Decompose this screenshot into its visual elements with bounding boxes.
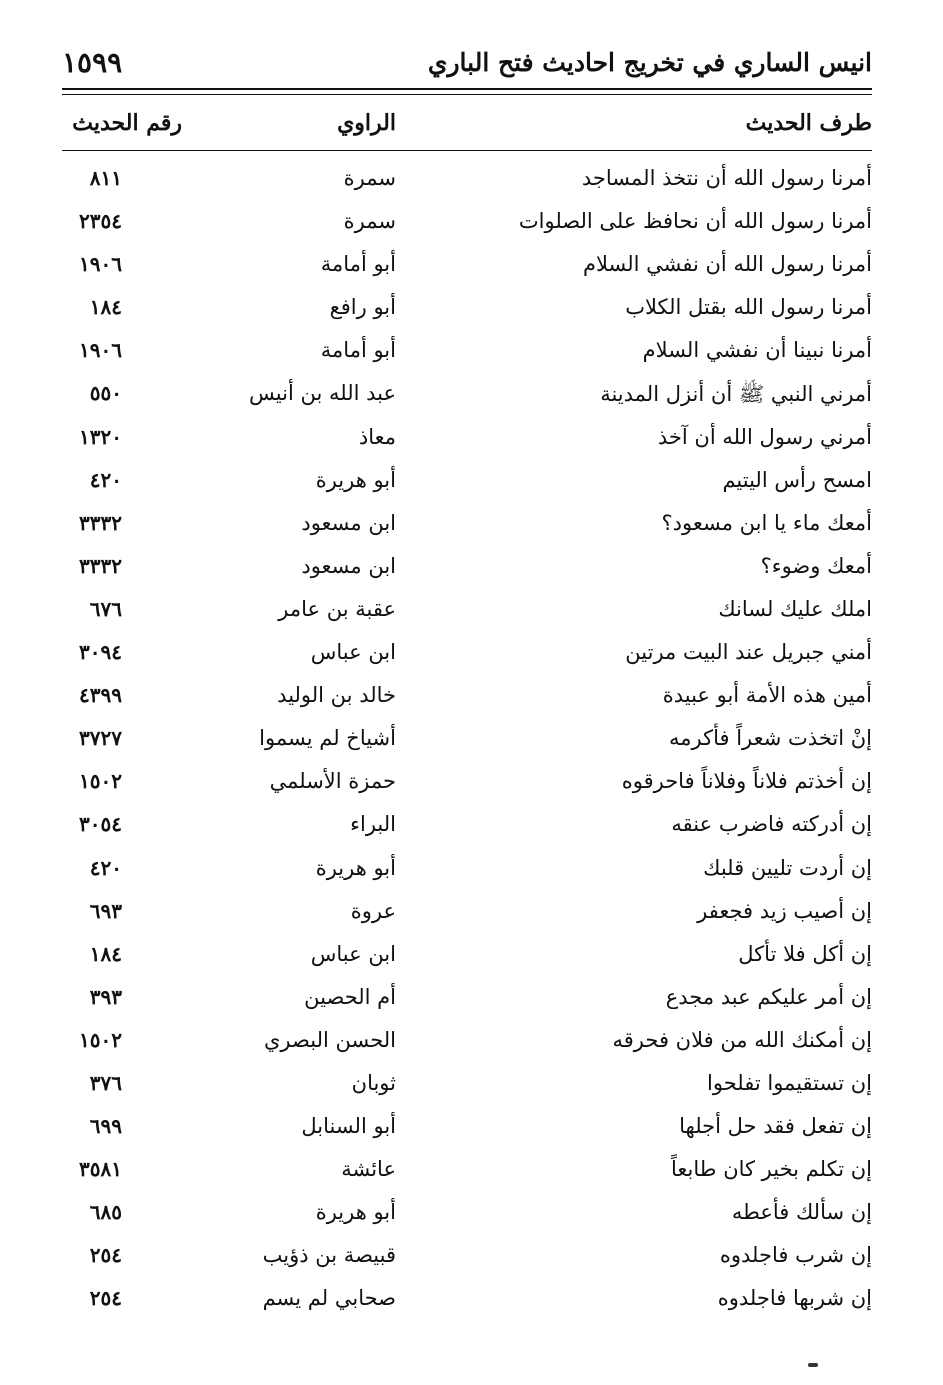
narrator: سمرة — [343, 166, 396, 190]
hadith-start: أمعك ماء يا ابن مسعود؟ — [661, 510, 872, 535]
table-row — [62, 720, 872, 763]
narrator: أبو هريرة — [315, 855, 396, 880]
narrator: البراء — [350, 812, 396, 837]
hadith-number: ١٨٤ — [89, 941, 122, 966]
narrator: صحابي لم يسم — [262, 1286, 396, 1311]
hadith-number: ٤٣٩٩ — [79, 683, 122, 708]
hadith-index-table — [62, 160, 872, 1324]
table-row — [62, 677, 872, 720]
header-rule-top — [62, 88, 872, 90]
hadith-number: ٦٩٣ — [89, 898, 122, 923]
hadith-start: إنْ اتخذت شعراً فأكرمه — [669, 726, 872, 751]
narrator: الحسن البصري — [264, 1027, 396, 1052]
hadith-start: إن أخذتم فلاناً وفلاناً فاحرقوه — [621, 769, 872, 794]
narrator: سمرة — [343, 209, 396, 234]
narrator: عقبة بن عامر — [278, 596, 396, 621]
table-row — [62, 979, 872, 1022]
table-row — [62, 462, 872, 505]
hadith-number: ١٥٠٢ — [79, 1027, 122, 1052]
narrator: أشياخ لم يسموا — [259, 726, 396, 751]
hadith-number: ١٩٠٦ — [79, 338, 122, 363]
table-row — [62, 246, 872, 289]
narrator: أم الحصين — [304, 984, 396, 1009]
hadith-number: ٢٥٤ — [89, 1286, 122, 1311]
hadith-start: إن شربها فاجلدوه — [717, 1286, 872, 1311]
hadith-number: ٨١١ — [89, 166, 122, 190]
table-row — [62, 332, 872, 375]
hadith-start: أمرنا نبينا أن نفشي السلام — [642, 338, 872, 363]
narrator: ابن عباس — [310, 640, 396, 665]
headings-rule — [62, 150, 872, 151]
narrator: ثوبان — [351, 1070, 396, 1095]
column-headings — [62, 102, 872, 146]
header-rule-bottom — [62, 94, 872, 95]
hadith-start: أمني جبريل عند البيت مرتين — [625, 640, 872, 665]
table-row — [62, 160, 872, 203]
table-row — [62, 634, 872, 677]
narrator: عائشة — [341, 1157, 396, 1182]
hadith-number: ٦٩٩ — [89, 1114, 122, 1139]
hadith-start: إن شرب فاجلدوه — [719, 1243, 872, 1268]
running-header — [62, 40, 872, 84]
table-row — [62, 203, 872, 246]
hadith-start: إن أصيب زيد فجعفر — [697, 898, 872, 923]
hadith-number: ٦٧٦ — [89, 596, 122, 621]
hadith-start: إن أكل فلا تأكل — [738, 941, 872, 966]
narrator: خالد بن الوليد — [277, 683, 396, 708]
table-row — [62, 1022, 872, 1065]
table-row — [62, 1237, 872, 1280]
table-row — [62, 1194, 872, 1237]
narrator: عبد الله بن أنيس — [249, 381, 396, 406]
table-row — [62, 375, 872, 418]
hadith-start: إن سألك فأعطه — [731, 1200, 872, 1225]
hadith-number: ٣٥٨١ — [79, 1157, 122, 1182]
heading-hadith-start: طرف الحديث — [745, 110, 872, 136]
hadith-number: ٣٧٦ — [89, 1070, 122, 1095]
hadith-start: امسح رأس اليتيم — [722, 467, 872, 492]
hadith-number: ٣٣٣٢ — [79, 553, 122, 578]
narrator: ابن عباس — [310, 941, 396, 966]
hadith-number: ٣٠٩٤ — [79, 640, 122, 665]
hadith-number: ١٥٠٢ — [79, 769, 122, 794]
hadith-number: ٢٥٤ — [89, 1243, 122, 1268]
table-row — [62, 289, 872, 332]
hadith-start: إن أمر عليكم عبد مجدع — [665, 984, 872, 1009]
hadith-number: ٣٧٢٧ — [79, 726, 122, 751]
hadith-number: ٥٥٠ — [89, 381, 122, 406]
hadith-start: إن أدركته فاضرب عنقه — [671, 812, 872, 837]
hadith-start: أمرني النبي ﷺ أن أنزل المدينة — [600, 382, 872, 407]
hadith-number: ٣٩٣ — [89, 984, 122, 1009]
table-row — [62, 505, 872, 548]
page-number: ١٥٩٩ — [62, 45, 123, 79]
hadith-start: أمرنا رسول الله أن نحافظ على الصلوات — [518, 209, 872, 234]
narrator: أبو أمامة — [320, 338, 396, 363]
table-row — [62, 1065, 872, 1108]
hadith-number: ١٩٠٦ — [79, 252, 122, 277]
hadith-number: ١٣٢٠ — [79, 424, 122, 449]
heading-narrator: الراوي — [337, 110, 396, 136]
hadith-start: إن تستقيموا تفلحوا — [707, 1070, 872, 1095]
hadith-start: أمرنا رسول الله أن نتخذ المساجد — [581, 166, 872, 190]
narrator: ابن مسعود — [301, 510, 396, 535]
hadith-number: ١٨٤ — [89, 295, 122, 320]
heading-hadith-number: رقم الحديث — [72, 110, 182, 136]
hadith-start: أمرني رسول الله أن آخذ — [657, 424, 872, 449]
narrator: أبو السنابل — [301, 1114, 396, 1139]
narrator: ابن مسعود — [301, 553, 396, 578]
hadith-start: أمرنا رسول الله بقتل الكلاب — [625, 295, 872, 320]
hadith-start: أمعك وضوء؟ — [760, 553, 872, 578]
book-title: انيس الساري في تخريج احاديث فتح الباري — [427, 47, 872, 77]
table-row — [62, 1151, 872, 1194]
hadith-number: ٣٣٣٢ — [79, 510, 122, 535]
table-row — [62, 591, 872, 634]
print-speck — [808, 1363, 818, 1367]
narrator: أبو هريرة — [315, 467, 396, 492]
hadith-number: ٤٢٠ — [89, 467, 122, 492]
table-row — [62, 419, 872, 462]
hadith-start: أمين هذه الأمة أبو عبيدة — [662, 683, 872, 708]
narrator: معاذ — [358, 424, 396, 449]
hadith-number: ٦٨٥ — [89, 1200, 122, 1225]
hadith-number: ٤٢٠ — [89, 855, 122, 880]
table-row — [62, 850, 872, 893]
table-row — [62, 936, 872, 979]
narrator: عروة — [350, 898, 396, 923]
hadith-start: إن أمكنك الله من فلان فحرقه — [612, 1027, 872, 1052]
table-row — [62, 1280, 872, 1323]
table-row — [62, 763, 872, 806]
table-row — [62, 548, 872, 591]
hadith-start: إن تكلم بخير كان طابعاً — [671, 1157, 872, 1182]
hadith-start: املك عليك لسانك — [718, 596, 872, 621]
hadith-start: إن تفعل فقد حل أجلها — [679, 1114, 872, 1139]
table-row — [62, 806, 872, 849]
narrator: أبو هريرة — [315, 1200, 396, 1225]
hadith-start: أمرنا رسول الله أن نفشي السلام — [582, 252, 872, 277]
narrator: قبيصة بن ذؤيب — [262, 1243, 396, 1268]
narrator: أبو أمامة — [320, 252, 396, 277]
hadith-number: ٢٣٥٤ — [79, 209, 122, 234]
narrator: حمزة الأسلمي — [269, 769, 396, 794]
table-row — [62, 893, 872, 936]
hadith-number: ٣٠٥٤ — [79, 812, 122, 837]
narrator: أبو رافع — [329, 295, 396, 320]
table-row — [62, 1108, 872, 1151]
hadith-start: إن أردت تليين قلبك — [703, 855, 872, 880]
